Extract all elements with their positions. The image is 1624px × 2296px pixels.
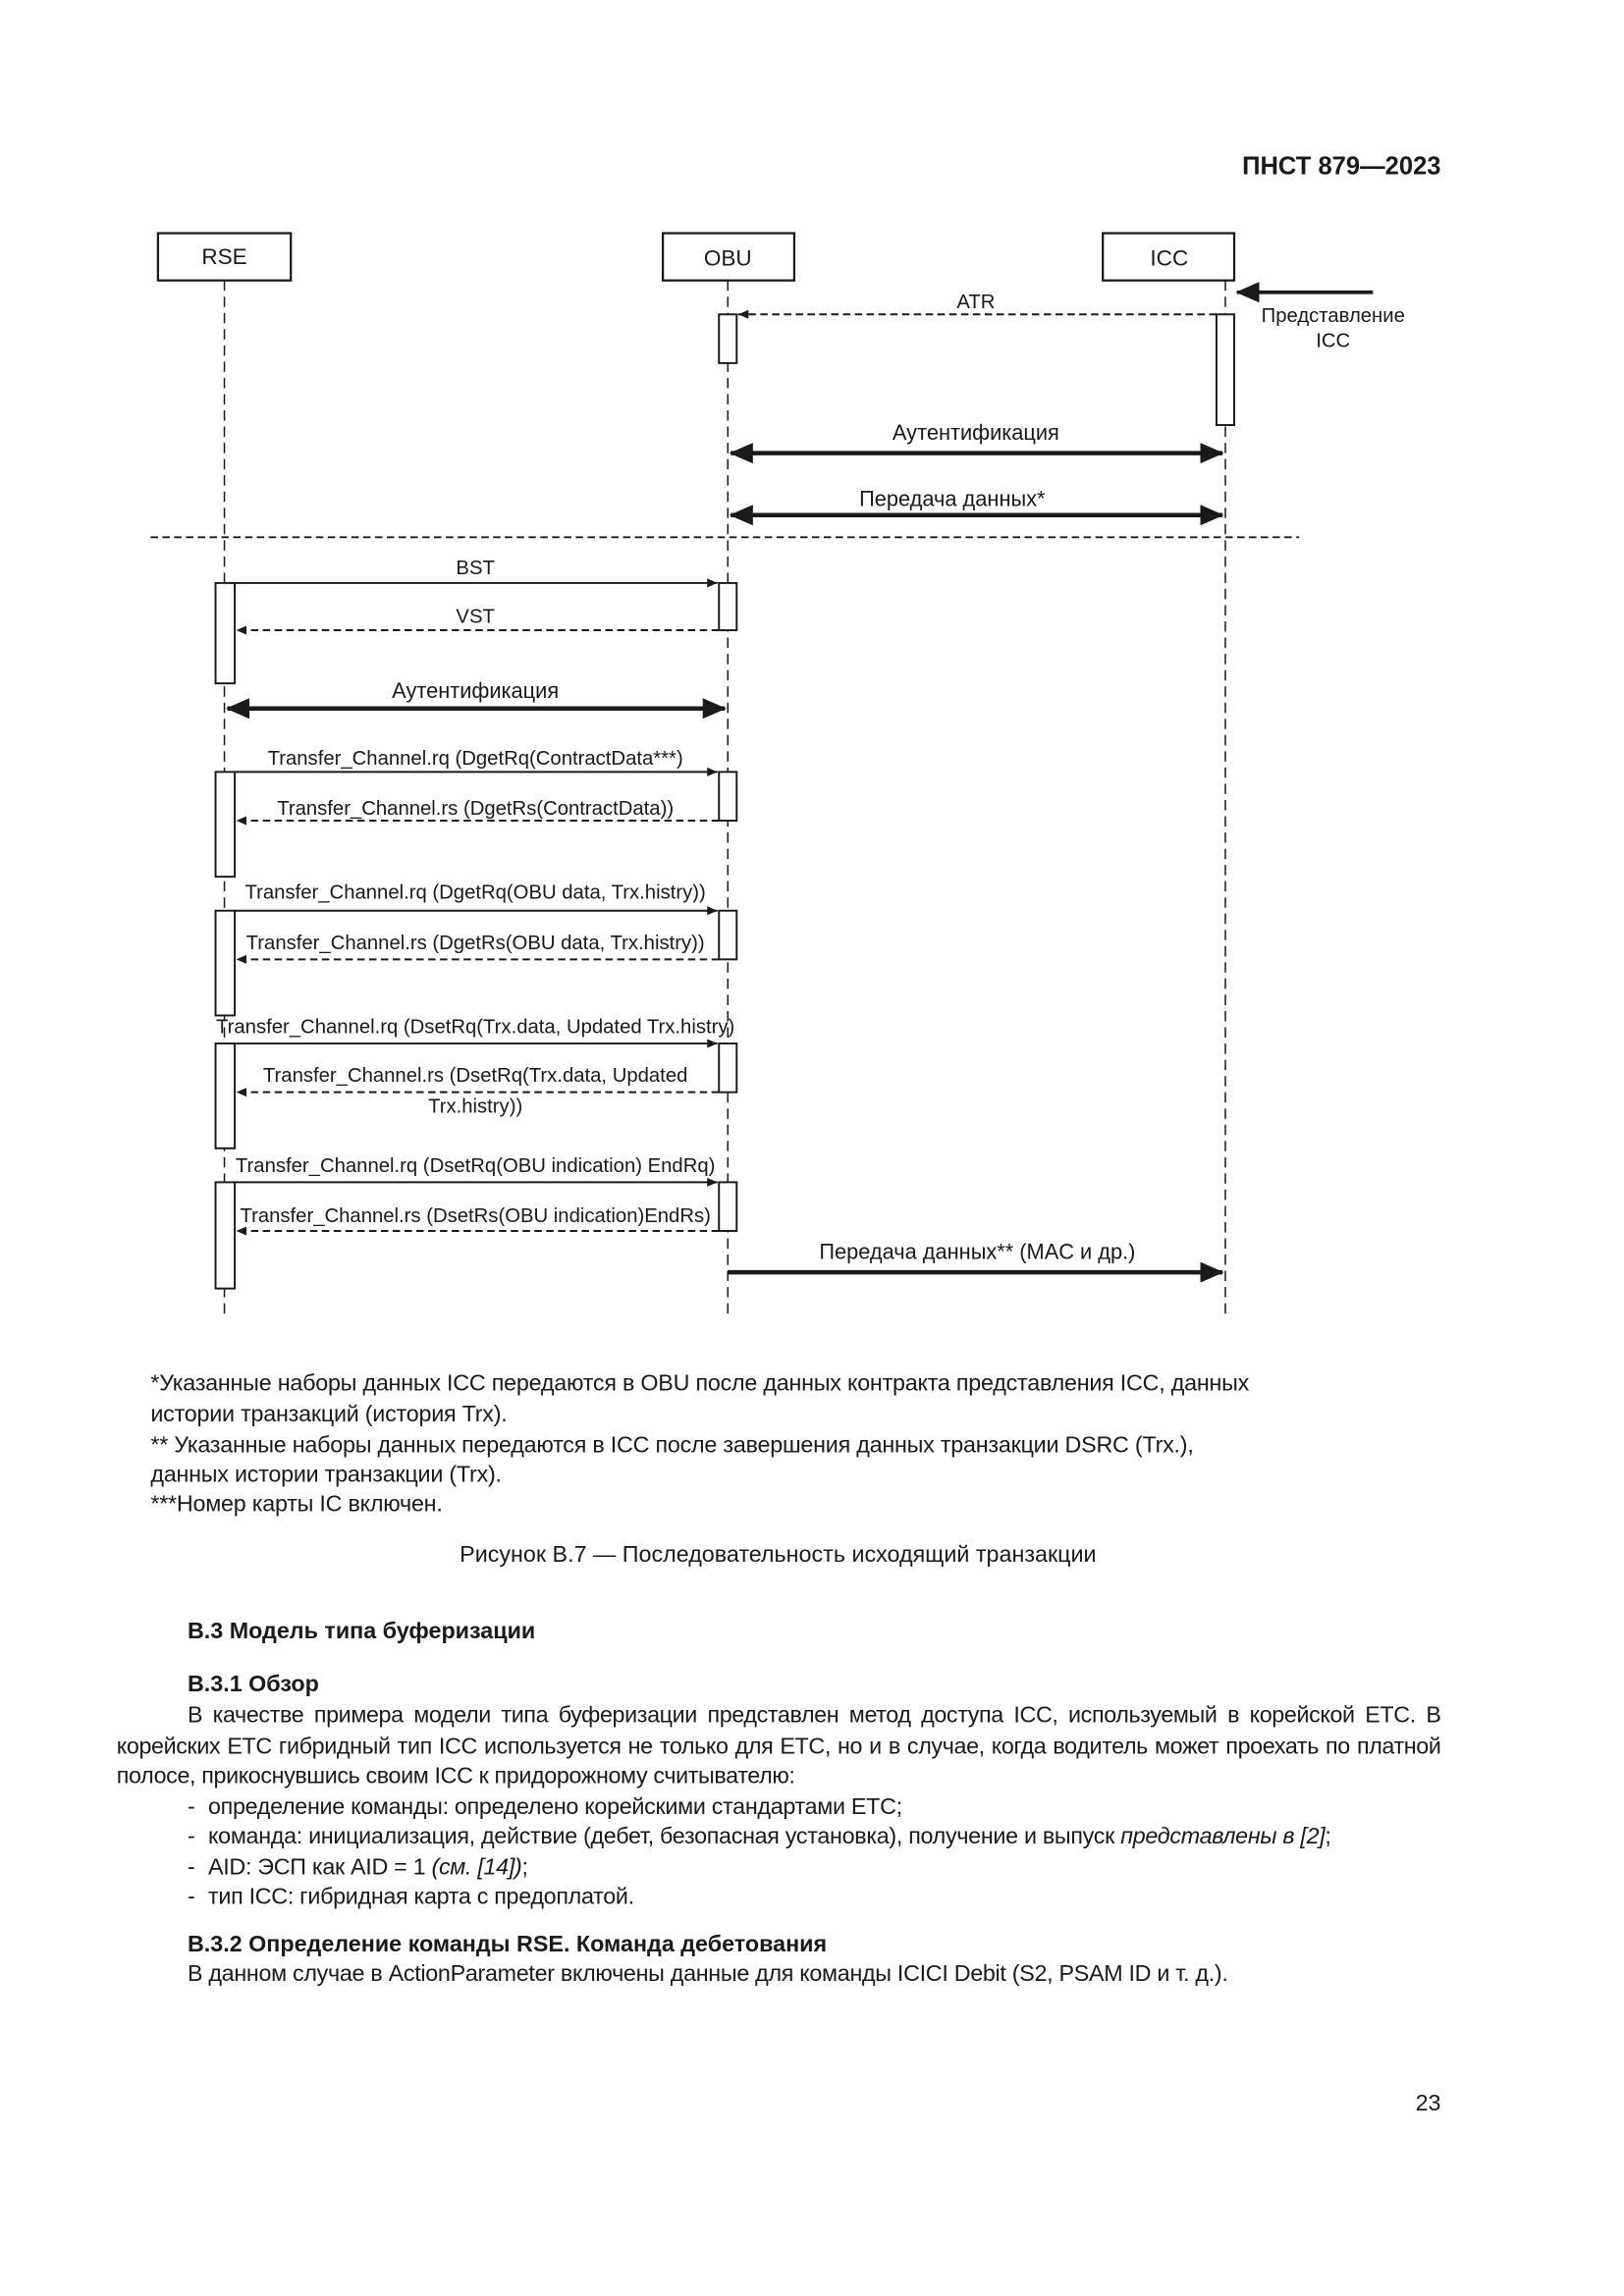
list-item: - определение команды: определено корейскими стандартами ETC; bbox=[187, 1794, 902, 1820]
figure-caption: Рисунок В.7 — Последовательность исходящий транзакции bbox=[460, 1542, 1097, 1568]
footnote: данных истории транзакции (Trx). bbox=[150, 1463, 502, 1488]
message-label-atr: ATR bbox=[956, 292, 996, 314]
message-label-rs: Trx.histry)) bbox=[428, 1095, 523, 1118]
activation-rse bbox=[216, 772, 236, 877]
message-label-vst: VST bbox=[456, 606, 495, 628]
activation-rse bbox=[216, 911, 236, 1016]
activation-rse bbox=[216, 1043, 236, 1148]
message-label-rs: Transfer_Channel.rs (DsetRs(OBU indication)EndRs) bbox=[240, 1204, 711, 1227]
activation-icc bbox=[1217, 314, 1234, 425]
subsection-heading: В.3.1 Обзор bbox=[187, 1672, 319, 1698]
message-label-auth: Аутентификация bbox=[892, 420, 1059, 446]
activation-obu bbox=[719, 772, 736, 821]
page-number: 23 bbox=[1415, 2091, 1441, 2117]
message-label-data-transfer: Передача данных** (MAC и др.) bbox=[819, 1239, 1136, 1264]
message-label-rq: Transfer_Channel.rq (DgetRq(ContractData***) bbox=[267, 747, 683, 770]
list-item: - команда: инициализация, действие (дебет, безопасная установка), получение и выпуск представлены в [2]; bbox=[187, 1824, 1331, 1850]
message-label-rq: Transfer_Channel.rq (DsetRq(Trx.data, Updated Trx.histry) bbox=[216, 1016, 735, 1039]
message-label-rs: Transfer_Channel.rs (DgetRs(ContractData)) bbox=[277, 797, 675, 820]
lifeline-label-obu: OBU bbox=[703, 245, 752, 271]
activation-obu bbox=[719, 1043, 736, 1093]
message-label-rq: Transfer_Channel.rq (DsetRq(OBU indication) EndRq) bbox=[235, 1154, 716, 1177]
activation-obu bbox=[719, 314, 736, 363]
footnote: истории транзакций (история Trx). bbox=[150, 1402, 508, 1427]
icc-presentation-label: Представление bbox=[1261, 304, 1405, 327]
activation-rse bbox=[216, 583, 236, 683]
document-id: ПНСТ 879—2023 bbox=[1242, 151, 1441, 181]
subsection-heading: В.3.2 Определение команды RSE. Команда дебетования bbox=[187, 1932, 828, 1957]
activation-obu bbox=[719, 583, 736, 630]
message-label-auth: Аутентификация bbox=[392, 678, 560, 704]
paragraph: В качестве примера модели типа буферизации представлен метод доступа ICC, используемый в корейской ETC. В корейских ETC гибридный тип ICC используется не только для ETC, но и в случае, когда водитель может проехать по платной полосе, прикоснувшись своим ICC к придорожному считывателю: bbox=[116, 1703, 1441, 1789]
lifeline-label-rse: RSE bbox=[201, 244, 247, 270]
paragraph: В данном случае в ActionParameter включены данные для команды ICICI Debit (S2, PSAM ID и т. д.). bbox=[187, 1961, 1228, 1987]
section-heading: В.3 Модель типа буферизации bbox=[187, 1619, 536, 1645]
footnote: ** Указанные наборы данных передаются в ICC после завершения данных транзакции DSRC (Trx.), bbox=[150, 1432, 1194, 1459]
list-item: - AID: ЭСП как AID = 1 (см. [14]); bbox=[187, 1855, 528, 1881]
message-label-bst: BST bbox=[456, 557, 495, 579]
activation-rse bbox=[216, 1182, 236, 1288]
message-label-rs: Transfer_Channel.rs (DsetRq(Trx.data, Updated bbox=[262, 1065, 688, 1088]
activation-obu bbox=[719, 911, 736, 960]
footnote: *Указанные наборы данных ICC передаются в OBU после данных контракта представления ICC, данных bbox=[150, 1370, 1250, 1397]
icc-presentation-label: ICC bbox=[1316, 330, 1351, 352]
list-item: - тип ICC: гибридная карта с предоплатой. bbox=[187, 1885, 634, 1910]
footnote: ***Номер карты IC включен. bbox=[150, 1492, 443, 1518]
activation-obu bbox=[719, 1182, 736, 1231]
message-label-rq: Transfer_Channel.rq (DgetRq(OBU data, Trx.histry)) bbox=[244, 881, 706, 904]
message-label-data-transfer: Передача данных* bbox=[859, 486, 1046, 511]
lifeline-label-icc: ICC bbox=[1150, 245, 1189, 271]
message-label-rs: Transfer_Channel.rs (DgetRs(OBU data, Trx.histry)) bbox=[245, 932, 705, 954]
